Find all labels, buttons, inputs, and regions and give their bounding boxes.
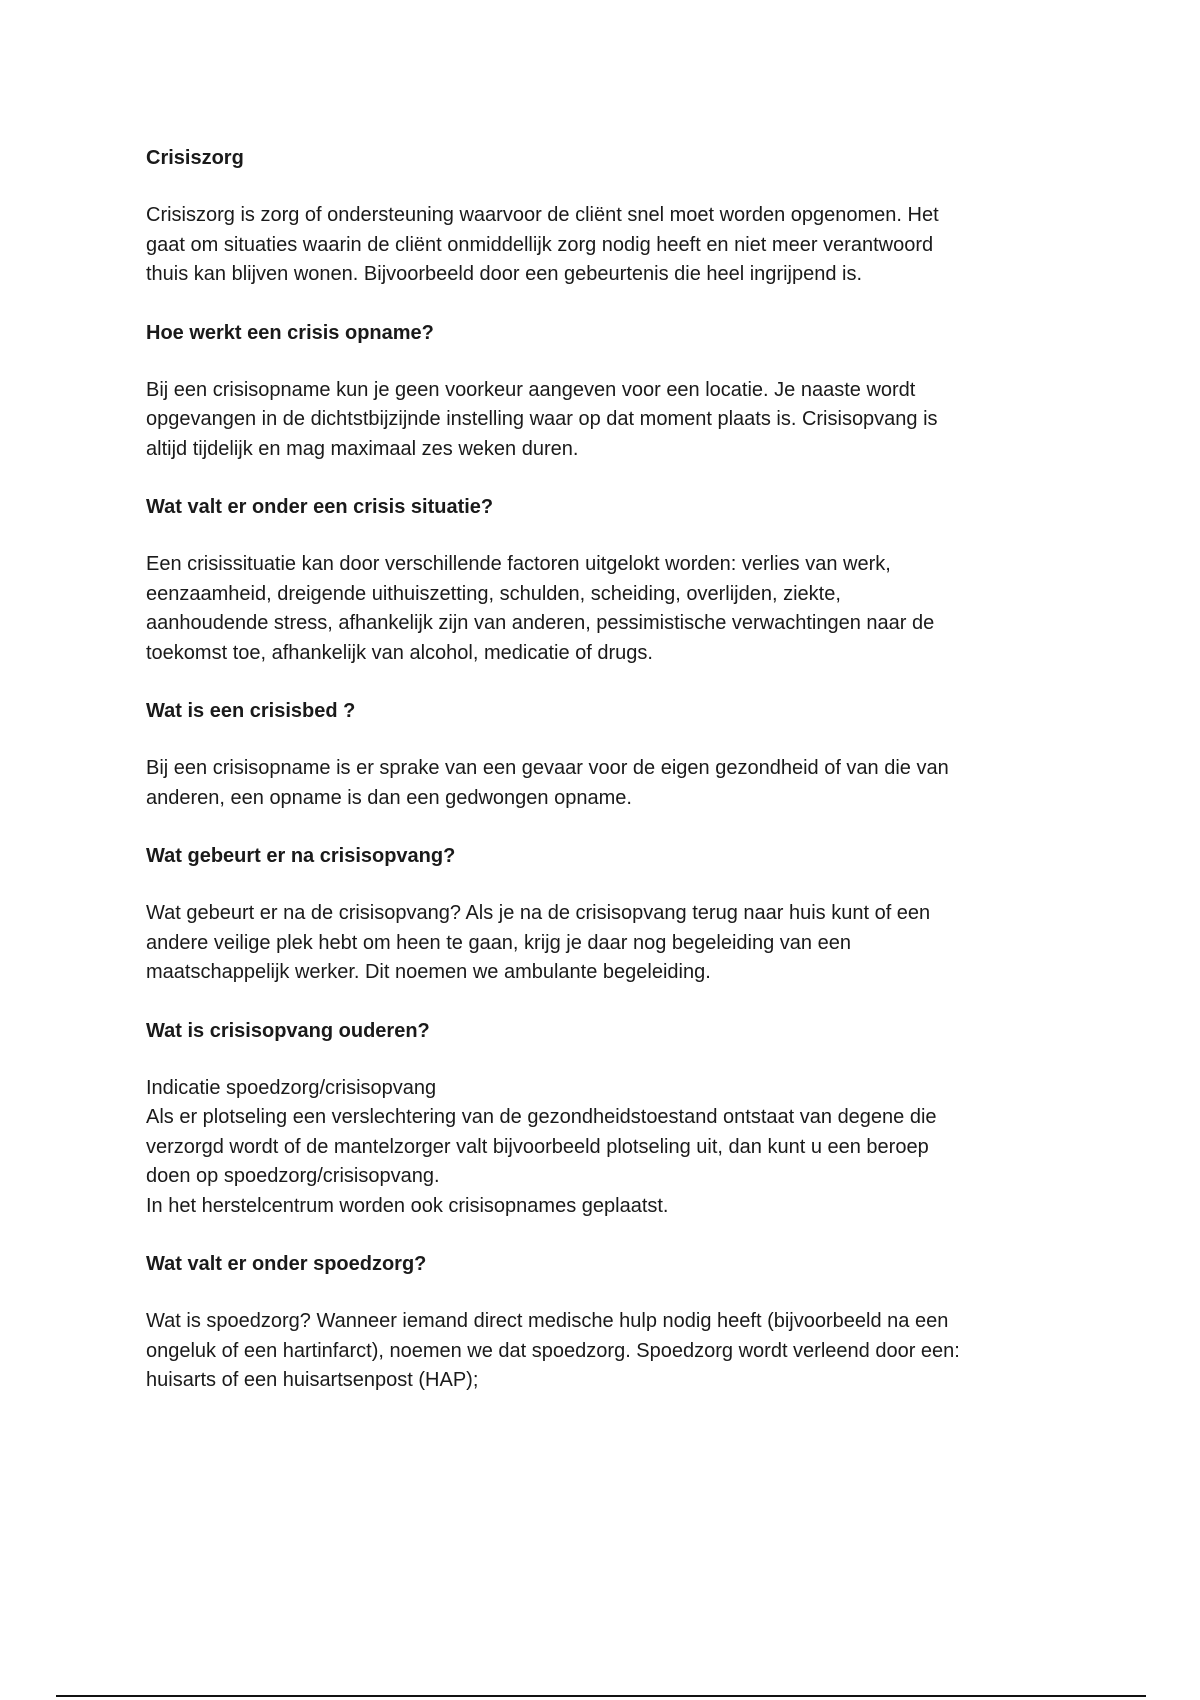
document-page [146, 143, 1066, 1424]
paragraph-line: Bij een crisisopname kun je geen voorkeur aangeven voor een locatie. Je naaste wordt [146, 378, 916, 401]
document-title: Crisiszorg [146, 147, 244, 169]
paragraph-line: anderen, een opname is dan een gedwongen opname. [146, 786, 632, 809]
footer-divider [56, 1695, 1146, 1697]
paragraph-line: thuis kan blijven wonen. Bijvoorbeeld door een gebeurtenis die heel ingrijpend is. [146, 263, 863, 285]
paragraph-line: eenzaamheid, dreigende uithuiszetting, schulden, scheiding, overlijden, ziekte, [146, 582, 841, 605]
paragraph-line: toekomst toe, afhankelijk van alcohol, medicatie of drugs. [146, 641, 653, 664]
section-paragraph-crisis-situatie [146, 550, 1066, 668]
section-heading-crisisbed: Wat is een crisisbed ? [146, 700, 356, 722]
paragraph-line: opgevangen in de dichtstbijzijnde instelling waar op dat moment plaats is. Crisisopvang is [146, 408, 938, 430]
section-paragraph-na-crisisopvang [146, 899, 1066, 988]
paragraph-line: Wat gebeurt er na de crisisopvang? Als je na de crisisopvang terug naar huis kunt of een [146, 902, 931, 924]
intro-paragraph [146, 201, 1066, 290]
paragraph-line: Indicatie spoedzorg/crisisopvang [146, 1076, 437, 1099]
section-heading-crisis-situatie: Wat valt er onder een crisis situatie? [146, 496, 494, 518]
paragraph-line: Wat is spoedzorg? Wanneer iemand direct medische hulp nodig heeft (bijvoorbeeld na een [146, 1310, 949, 1332]
paragraph-line: Bij een crisisopname is er sprake van een gevaar voor de eigen gezondheid of van die van [146, 757, 949, 779]
paragraph-line: doen op spoedzorg/crisisopvang. [146, 1165, 440, 1187]
paragraph-line: In het herstelcentrum worden ook crisisopnames geplaatst. [146, 1194, 669, 1217]
section-heading-crisis-opname: Hoe werkt een crisis opname? [146, 321, 434, 344]
paragraph-line: huisarts of een huisartsenpost (HAP); [146, 1369, 479, 1391]
paragraph-line: gaat om situaties waarin de cliënt onmiddellijk zorg nodig heeft en niet meer verantwoord [146, 233, 934, 256]
paragraph-line: maatschappelijk werker. Dit noemen we ambulante begeleiding. [146, 961, 711, 983]
paragraph-line: andere veilige plek hebt om heen te gaan, krijg je daar nog begeleiding van een [146, 931, 851, 954]
paragraph-line: altijd tijdelijk en mag maximaal zes weken duren. [146, 437, 579, 460]
section-paragraph-spoedzorg [146, 1307, 1066, 1396]
section-heading-crisisopvang-ouderen: Wat is crisisopvang ouderen? [146, 1019, 430, 1042]
paragraph-line: aanhoudende stress, afhankelijk zijn van anderen, pessimistische verwachtingen naar de [146, 612, 935, 634]
paragraph-line: Als er plotseling een verslechtering van de gezondheidstoestand ontstaat van degene die [146, 1106, 937, 1128]
paragraph-line: Crisiszorg is zorg of ondersteuning waarvoor de cliënt snel moet worden opgenomen. Het [146, 204, 939, 226]
paragraph-line: verzorgd wordt of de mantelzorger valt bijvoorbeeld plotseling uit, dan kunt u een beroep [146, 1135, 929, 1158]
paragraph-line: ongeluk of een hartinfarct), noemen we dat spoedzorg. Spoedzorg wordt verleend door een: [146, 1339, 960, 1362]
section-paragraph-crisisbed [146, 754, 1066, 813]
section-heading-na-crisisopvang: Wat gebeurt er na crisisopvang? [146, 845, 456, 867]
section-heading-spoedzorg: Wat valt er onder spoedzorg? [146, 1253, 427, 1275]
section-paragraph-crisisopvang-ouderen [146, 1074, 1066, 1222]
section-paragraph-crisis-opname [146, 376, 1066, 465]
paragraph-line: Een crisissituatie kan door verschillende factoren uitgelokt worden: verlies van werk, [146, 553, 891, 575]
